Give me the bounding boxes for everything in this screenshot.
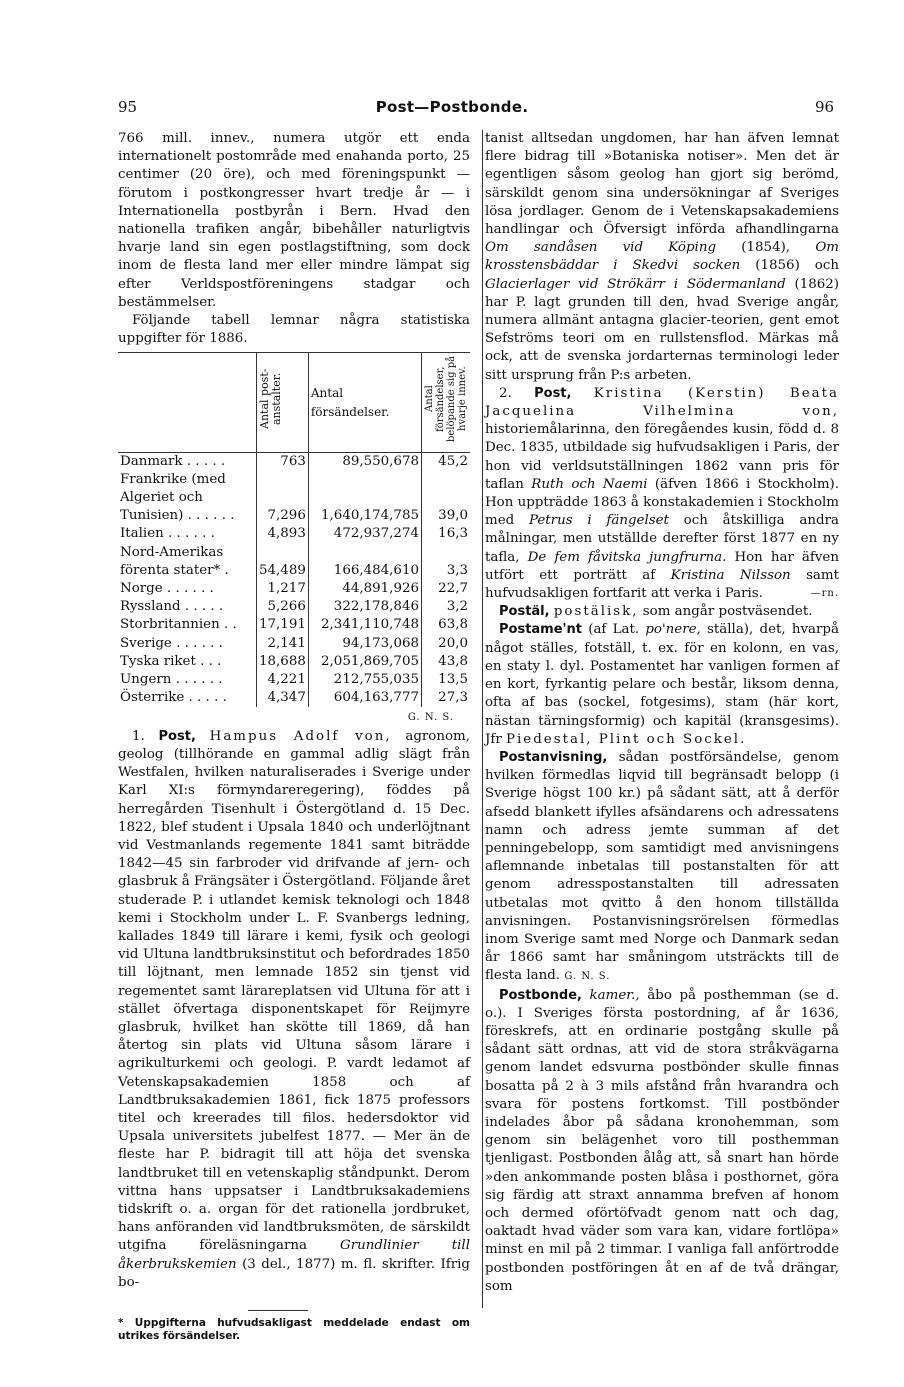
table-row: Ungern . . . . . . 4,221 212,755,035 13,5 [118,671,470,689]
page-number-left: 95 [118,98,138,116]
table-row: Tyska riket . . . 18,688 2,051,869,705 43,8 [118,653,470,671]
intro-paragraph: 766 mill. innev., numera utgör ett enda internationelt postområde med enahanda porto, 25 centimer (20 öre), och med föreningspunkt — förutom i postkongresser hvart tredje år — i Internationella postbyrån i Bern. Hvad den nationella trafiken angår, bibehåller naturligtvis hvarje land sin egen postlagstiftning, som dock inom de flesta land mer eller mindre lämpat sig efter Verldspostföreningens stadgar och bestämmelser. [118,131,470,310]
table-row: Storbritannien . . 17,191 2,341,110,748 63,8 [118,616,470,634]
footnote: * Uppgifterna hufvudsakligast meddelade endast om utrikes försändelser. [118,1316,470,1342]
table-signature: G. N. S. [407,712,454,724]
entry-keyword: Post, [158,728,196,744]
running-title: Post—Postbonde. [375,98,529,116]
table-header-offices: Antal post-anstalter. [257,353,309,452]
left-column [118,130,470,1343]
table-row: Frankrike (med Algeriet och Tunisien) . . . . . . 7,296 1,640,174,785 39,0 [118,471,470,526]
table-header-per-capita: Antal försändelser, belöpande sig på hvarje innev. [422,353,471,452]
entry-keyword: Postame'nt [499,622,582,638]
table-intro: Följande tabell lemnar några statistiska uppgifter för 1886. [118,313,470,347]
column-divider [482,130,483,1308]
entry-keyword: Postbonde, [499,987,582,1003]
right-column [485,130,839,1296]
entry-signature: G. N. S. [564,971,611,983]
table-row: Ryssland . . . . . 5,266 322,178,846 3,2 [118,598,470,616]
entry-postbonde: Postbonde, kamer., åbo på posthemman (se d. o.). I Sveriges första postordning, af år 1636, föreskrefs, att en ordinarie postgång skulle på sådant sätt ordnas, att vid de stora stråkvägarna genom landet edsvurna postbönder skulle finnas bosatta på 2 à 3 mils afstånd från hvarandra och svara för postens fortkomst. Till postbönder indelades åbor på sådana kronohemman, som genom sin belägenhet voro till posthemman tjenligast. Postbonden ålåg att, så snart han hörde »den ankommande posten blåsa i posthornet, göra sig färdig att straxt annamma brefven af honom och dermed oförtöfvadt genom natt och dag, oaktadt hvad väder som vara kan, vidare fortlöpa» minst en mil på 2 timmar. I vanliga fall anförtrodde postbonden postföringen åt en af de två drängar, som [485,987,839,1294]
entry-postanvisning: Postanvisning, sådan postförsändelse, genom hvilken förmedlas liqvid till begränsadt belopp (i Sverige högst 100 kr.) på sådant sätt, att å derför afsedd blankett ifylles afsändarens och adressatens namn och adress jemte summan af det penningebelopp, som samtidigt med anvisningens aflemnande inbetalas till postanstalten för att genom adresspostanstalten till adressaten utbetalas mot qvitto å den honom tillställda anvisningen. Postanvisningsrörelsen förmedlas inom Sverige samt med Norge och Danmark sedan år 1866 samt har småningom utsträckts till de flesta land. G. N. S. [485,749,840,984]
statistics-table [118,352,470,707]
table-row: Nord-Amerikas förenta stater* . 54,489 166,484,610 3,3 [118,544,470,580]
entry-keyword: Postanvisning, [499,749,608,765]
table-row: Norge . . . . . . 1,217 44,891,926 22,7 [118,580,470,598]
table-header-shipments: Antal försändelser. [308,353,421,452]
table-row: Sverige . . . . . . 2,141 94,173,068 20,0 [118,635,470,653]
entry-signature: —rn. [810,588,839,600]
entry-postament: Postame'nt (af Lat. po'nere, ställa), det, hvarpå något ställes, fotställ, t. ex. för en kolonn, en vas, en staty l. dyl. Postamentet har vanligen formen af en kort, fyrkantig pelare och består, liksom denna, ofta af bas (sockel, fotgesims), stam (här kort, nästan tärningsformig) och kapitäl (kransgesims). Jfr Piedestal, Plint och Sockel. [485,622,839,747]
entry-postal: Postäl, postälisk, som angår postväsendet. [499,604,813,620]
entry-post-1-cont: tanist alltsedan ungdomen, har han äfven lemnat flere bidrag till »Botaniska notiser». Men det är egentligen såsom geolog han gjort sig berömd, särskildt genom sina undersökningar af Sveriges lösa jordlager. Genom de i Vetenskapsakademiens handlingar och Öfversigt införda afhandlingarna Om sandåsen vid Köping (1854), Om krosstensbäddar i Skedvi socken (1856) och Glacierlager vid Strökärr i Södermanland (1862) har P. lagt grunden till den, hvad Sverige angår, numera allmänt antagna glacier-teorien, gent emot Sefströms teori om en rullstensflod. Märkas må ock, att de svenska jordarternas terminologi leder sitt ursprung från P:s arbeten. [485,131,840,383]
table-row: Österrike . . . . . 4,347 604,163,777 27,3 [118,689,470,707]
page-number-right: 96 [815,98,835,116]
table-row: Italien . . . . . . 4,893 472,937,274 16,3 [118,525,470,543]
entry-post-1: 1. Post, Hampus Adolf von, agronom, geolog (tillhörande en gammal adlig slägt från Westfalen, hvilken naturaliserades i Sverige under Karl XI:s förmyndareregering), föddes på herregården Tisenhult i Östergötland d. 15 Dec. 1822, blef student i Upsala 1840 och underlöjtnant vid Vestmanlands regemente 1841 samt biträdde 1842—45 sin farbroder vid drifvande af jern- och glasbruk å Frängsäter i Östergötland. Följande året studerade P. i utlandet kemisk teknologi och 1848 kemi i Stockholm under L. F. Svanbergs ledning, kallades 1849 till lärare i kemi, fysik och geologi vid Ultuna landtbruksinstitut och befordrades 1850 till löjtnant, men lemnade 1852 sin tjenst vid regementet samt lärareplatsen vid Ultuna för att i stället öfvertaga disponentskapet för Reijmyre glasbruk, hvilket han skötte till 1869, då han återtog sin plats vid Ultuna såsom lärare i agrikulturkemi och geologi. P. vardt ledamot af Vetenskapsakademien 1858 och af Landtbruksakademien 1861, fick 1875 professors titel och kreerades till filos. hedersdoktor vid Upsala universitets jubelfest 1877. — Mer än de fleste har P. bidragit till att höja det svenska landtbruket till en vetenskaplig ståndpunkt. Derom vittna hans uppsatser i Landtbruksakademiens tidskrift o. a. organ för det rationella jordbruket, hans anföranden vid landtbruksmöten, de särskildt utgifna föreläsningarna Grundlinier till åkerbrukskemien (3 del., 1877) m. fl. skrifter. Ifrig bo- [118,728,471,1290]
entry-keyword: Postäl, [499,604,550,620]
entry-post-2: 2. Post, Kristina (Kerstin) Beata Jacquelina Vilhelmina von, historiemålarinna, den föregåendes kusin, född d. 8 Dec. 1835, utbildade sig hufvudsakligen i Paris, der hon vid verldsutställningen 1862 vann pris för taflan Ruth och Naemi (äfven 1866 i Stockholm). Hon uppträdde 1863 å konstakademien i Stockholm med Petrus i fängelset och åtskilliga andra målningar, men utställde derefter först 1877 en ny tafla, De fem fåvitska jungfrurna. Hon har äfven utfört ett porträtt af Kristina Nilsson samt hufvudsakligen fortfarit att verka i Paris. —rn. [485,385,839,603]
footnote-rule [248,1310,308,1311]
table-row: Danmark . . . . . 763 89,550,678 45,2 [118,452,470,471]
entry-keyword: Post, [534,385,572,401]
table-header-country [118,353,257,452]
